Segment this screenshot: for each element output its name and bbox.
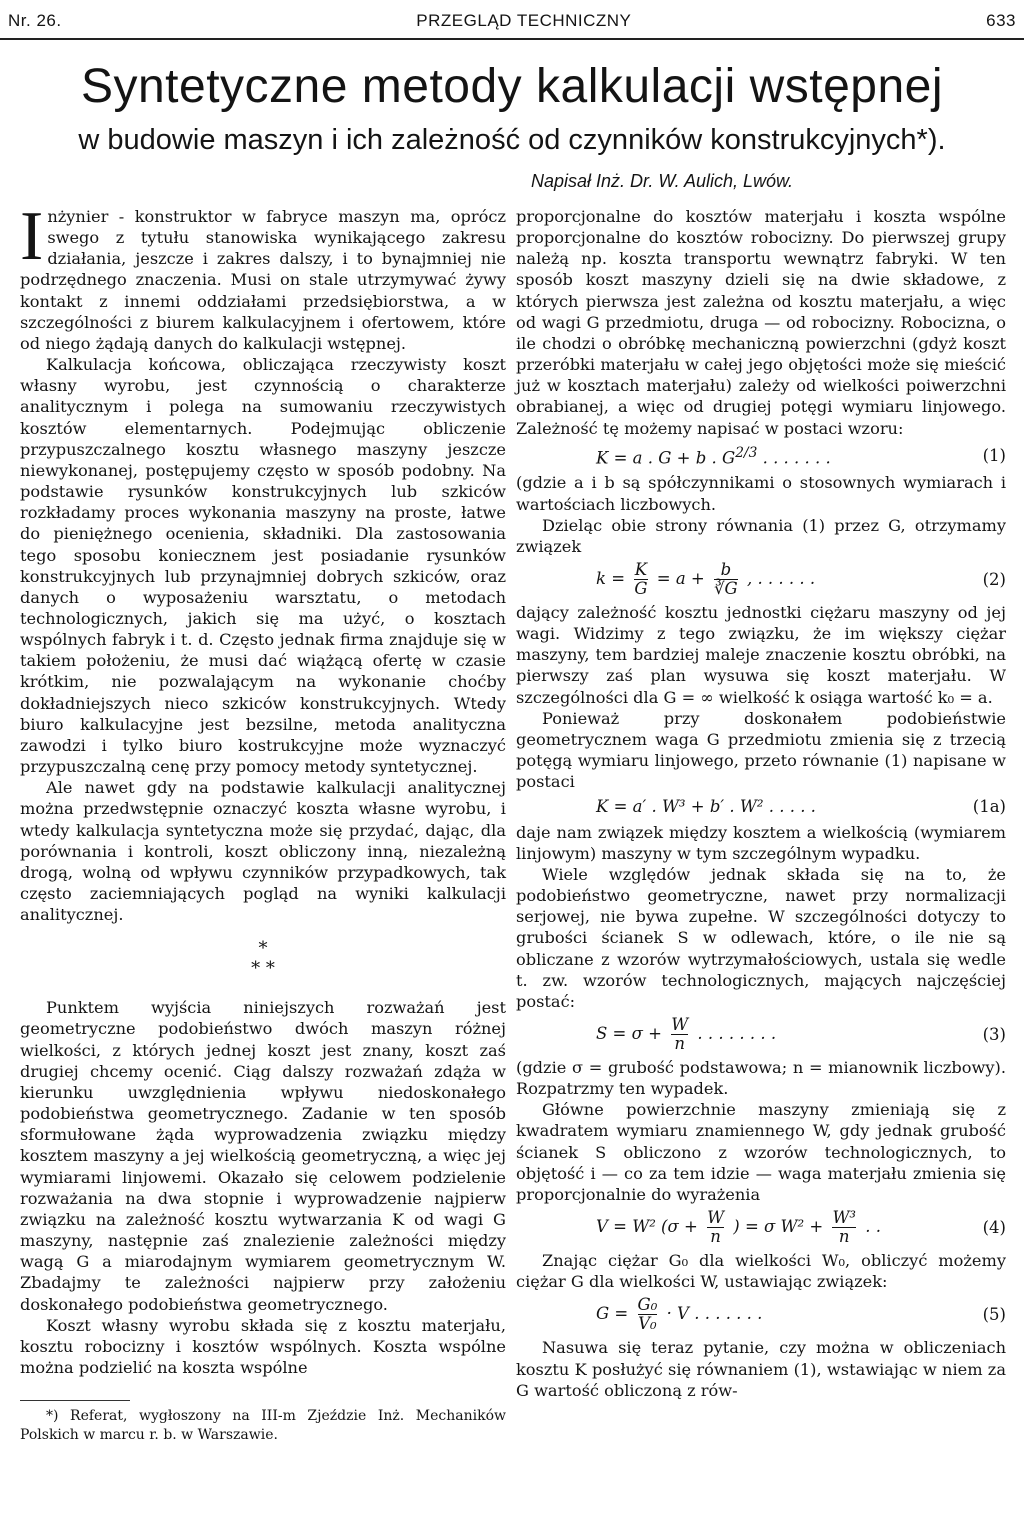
- paragraph: Wiele względów jednak składa się na to, że podobieństwo geometryczne, nawet przy normalizacji serjowej, nie bywa zupełne. W szczególności dotyczy to grubości ścianek S w odlewach, które, o ile nie są obliczane z wzorów wytrzymałościowych, ustala się wedle t. zw. wzorów technologicznych, mających najczęściej postać:: [516, 864, 1006, 1011]
- running-header: [8, 8, 1016, 34]
- journal-name: PRZEGLĄD TECHNICZNY: [416, 11, 632, 30]
- paragraph: Kalkulacja końcowa, obliczająca rzeczywisty koszt własny wyrobu, jest czynnością o charakterze analitycznym i polega na sumowaniu rzeczywistych kosztów elementarnych. Podejmując obliczenie przypuszczalnego kosztu własnego maszyny jeszcze niewykonanej, postępujemy często w sposób podobny. Na podstawie rysunków konstrukcyjnych lub szkiców rozkładamy proces wykonania maszyny na proste, łatwe do pieniężnego ocenienia, składniki. Dla zastosowania tego sposobu koniecznem jest posiadanie rysunków konstrukcyjnych lub przynajmniej dobrych szkiców, oraz danych o wyposażeniu warsztatu, o metodach technologicznych, jakich się ma użyć, o kosztach wspólnych fabryk i t. d. Często jednak firma znajduje się w takiem położeniu, że musi dać wiążącą ofertę w czasie krótkim, nie pozwalającym na wykonanie choćby dokładniejszych nieco szkiców konstrukcyjnych. Wtedy biuro kalkulacyjne jest bezsilne, metoda analityczna zawodzi i tylko biuro kostrukcyjne może wyznaczyć przypuszczalną cenę przy pomocy metody syntetycznej.: [20, 355, 506, 777]
- left-column: [20, 198, 506, 1445]
- author-line: Napisał Inż. Dr. W. Aulich, Lwów.: [530, 171, 794, 191]
- paragraph: Ale nawet gdy na podstawie kalkulacji analitycznej można przedwstępnie oznaczyć koszta własne wyrobu, i wtedy kalkulacja syntetyczna może się przydać, dając, dla porównania i kontroli, koszt obliczony inną, niezależną drogą, wolną od wpływu czynników przypadkowych, tak często zaciemniających pogląd na wyniki kalkulacji analitycznej.: [20, 778, 506, 925]
- equation-4: V = W² (σ + $\frac{W}{n}$ ) = σ W² + $\frac{\text{W³}}{n}$ . . (4): [596, 1208, 1006, 1247]
- equation-1a: K = a′ . W³ + b′ . W² . . . . . (1a): [596, 797, 1006, 817]
- section-separator: * * *: [251, 938, 275, 980]
- paragraph: (gdzie σ = grubość podstawowa; n = mianownik liczbowy). Rozpatrzmy ten wypadek.: [516, 1057, 1006, 1099]
- paragraph: (gdzie a i b są spółczynnikami o stosownych wymiarach i wartościach liczbowych.: [516, 473, 1006, 514]
- article-title: Syntetyczne metody kalkulacji wstępnej: [80, 60, 944, 113]
- paragraph: proporcjonalne do kosztów materjału i koszta wspólne proporcjonalne do kosztów robocizny. Do pierwszej grupy należą np. koszta transportu wewnątrz fabryki. W ten sposób koszt maszyny dzieli się na dwie składowe, z których pierwsza jest zależna od kosztu materjału, a więc od wagi G przedmiotu, druga — od robocizny. Robocizna, o ile chodzi o obróbkę mechaniczną powierzchni (gdyż koszt przeróbki materjału w całej jego objętości może się mieścić już w kosztach materjału) zależy od wielkości poiwerzchni obrabianej, a więc od drugiej potęgi wymiaru linjowego. Zależność tę możemy napisać w postaci wzoru:: [516, 207, 1006, 438]
- paragraph: Główne powierzchnie maszyny zmieniają się z kwadratem wymiaru znamiennego W, gdy jednak grubość ścianek S obliczono z wzorów technologicznych, to objętość i — co za tem idzie — waga materjału zmienia się proporcjonalnie do wyrażenia: [516, 1100, 1006, 1204]
- issue-number: Nr. 26.: [8, 11, 62, 30]
- right-column: [516, 206, 1006, 1401]
- equation-3: S = σ + $\frac{W}{n}$ . . . . . . . . (3): [596, 1014, 1006, 1053]
- paragraph: daje nam związek między kosztem a wielkością (wymiarem linjowym) maszyny w tym szczególnym wypadku.: [516, 822, 1006, 863]
- paragraph: Znając ciężar G₀ dla wielkości W₀, obliczyć możemy ciężar G dla wielkości W, ustawiając związek:: [516, 1251, 1006, 1292]
- paragraph: dający zależność kosztu jednostki ciężaru maszyny od jej wagi. Widzimy z tego związku, że im większy ciężar maszyny, tem bardziej maleje znaczenie kosztu obróbki, na pierwszy zaś plan wysuwa się koszt materjału. W szczególności dla G = ∞ wielkość k osiąga wartość k₀ = a.: [516, 603, 1006, 707]
- paragraph-intro: Inżynier - konstruktor w fabryce maszyn ma, oprócz swego z tytułu stanowiska wynikającego zakresu działania, jeszcze i zakres dalszy, i to bynajmniej nie podrzędnego znaczenia. Musi on stale utrzymywać żywy kontakt z innemi oddziałami przedsiębiorstwa, a w szczególności z biurem kalkulacyjnem i ofertowem, które od niego żądają danych do kalkulacji wstępnej.: [20, 198, 506, 353]
- drop-cap: I: [20, 198, 44, 275]
- equation-2: k = $\frac{K}{G}$ = a + $\frac{b}{∛G}$ , . . . . . . (2): [596, 560, 1006, 598]
- paragraph: Punktem wyjścia niniejszych rozważań jest geometryczne podobieństwo dwóch maszyn różnej wielkości, z których jednej koszt jest znany, koszt zaś drugiej chcemy ocenić. Ciąg dalszy rozważań zdąża w kierunku uwzględnienia wpływu niedoskonałego podobieństwa geometrycznego. Zadanie w ten sposób sformułowane żąda wyprowadzenia związku między kosztem maszyny a jej wielkością geometryczną, a więc jej wymiarami linjowemi. Okazało się celowem podzielenie rozważania na dwa stopnie i wyprowadzenie najpierw związku na zależność kosztu wytwarzania K od wagi G maszyny, następnie zaś znalezienie zależności między wagą G a miarodajnym wymiarem geometrycznym W. Zbadajmy te zależności najpierw przy założeniu doskonałego podobieństwa geometrycznego.: [20, 998, 506, 1314]
- article-subtitle: w budowie maszyn i ich zależność od czynników konstrukcyjnych*).: [78, 124, 946, 156]
- paragraph: Dzieląc obie strony równania (1) przez G, otrzymamy związek: [516, 515, 1006, 556]
- equation-1: K = a . G + b . $G^{2/3}$ . . . . . . . (1): [596, 444, 1006, 468]
- footnote-rule: [20, 1400, 130, 1401]
- header-rule: [0, 38, 1024, 40]
- paragraph: Koszt własny wyrobu składa się z kosztu materjału, kosztu robocizny i kosztów wspólnych. Koszta wspólne można podzielić na koszta wspólne: [20, 1315, 506, 1377]
- equation-5: G = $\frac{\text{G₀}}{\text{V₀}}$ · V . . . . . . . (5): [596, 1295, 1006, 1334]
- footnote: *) Referat, wygłoszony na III-m Zjeździe Inż. Mechaników Polskich w marcu r. b. w Warszawie.: [20, 1408, 506, 1444]
- paragraph: Nasuwa się teraz pytanie, czy można w obliczeniach kosztu K posłużyć się równaniem (1), wstawiając w niem za G wartość obliczoną z rów-: [516, 1338, 1006, 1400]
- page-number: 633: [986, 11, 1016, 30]
- paragraph: Ponieważ przy doskonałem podobieństwie geometrycznem waga G przedmiotu zmienia się z trzecią potęgą wymiaru linjowego, przeto równanie (1) napisane w postaci: [516, 708, 1006, 792]
